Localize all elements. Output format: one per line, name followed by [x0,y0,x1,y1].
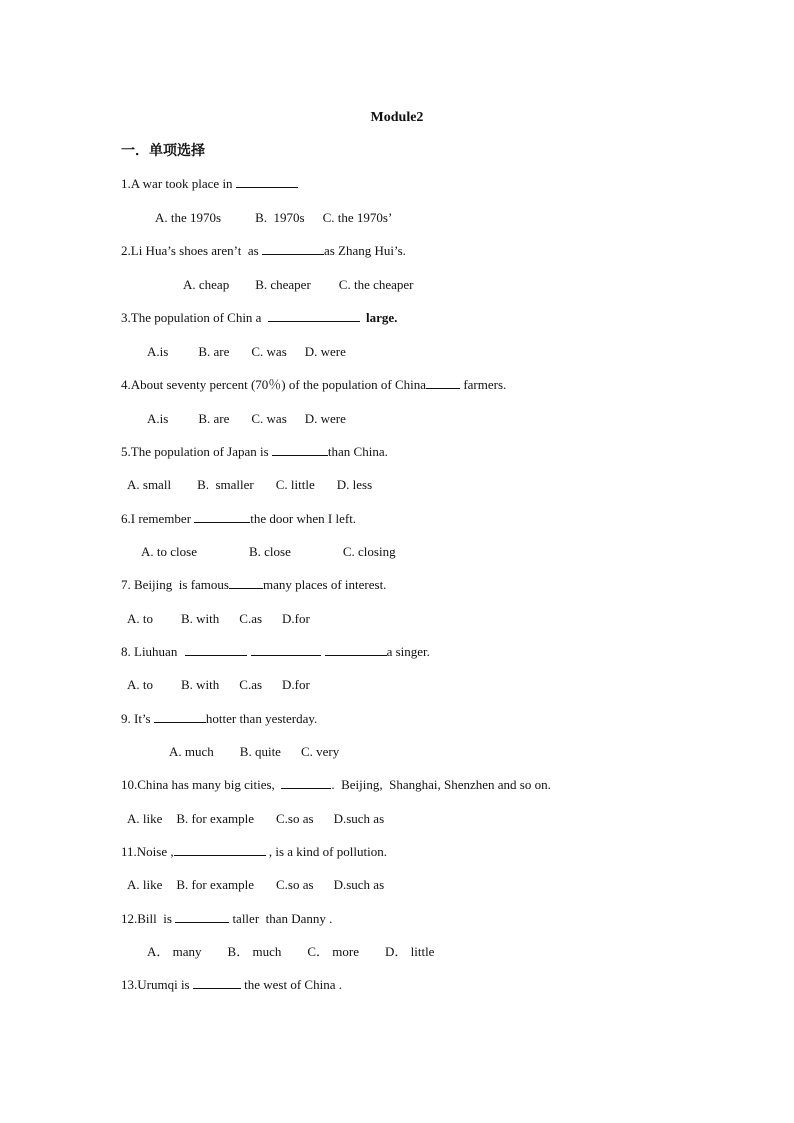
question-4-options [147,410,346,428]
option-d: D. were [304,411,346,426]
option-c: C. very [300,744,340,759]
question-11 [121,843,387,861]
option-b: B. with [181,611,220,626]
answer-blank [193,976,241,989]
question-10 [121,776,551,794]
question-6 [121,510,356,528]
page-title: Module2 [370,110,424,125]
option-b: B. quite [239,744,281,759]
question-4 [121,376,506,394]
option-d: D.such as [333,877,385,892]
question-1-options [155,209,392,227]
option-a: A. the 1970s [155,210,222,225]
answer-blank [194,510,250,523]
question-stem: 4.About seventy percent (70％) of the population of China [121,377,427,392]
question-stem: 8. Liuhuan [121,644,181,659]
question-2 [121,242,406,260]
question-2-options [183,276,414,294]
question-stem: 3.The population of Chin a [121,310,268,325]
question-stem-end: as Zhang Hui’s. [323,243,406,258]
question-stem-end: a singer. [386,644,430,659]
question-stem-end: farmers. [460,377,507,392]
option-a: A.is [147,411,169,426]
question-stem-end: hotter than yesterday. [205,711,318,726]
answer-blank [154,710,206,723]
option-b: B. for example [176,877,255,892]
question-5 [121,443,388,461]
option-a: A. to close [141,544,197,559]
answer-blank [426,376,460,389]
question-stem-end: the door when I left. [250,511,357,526]
question-stem-end: the west of China . [240,977,342,992]
answer-blank [251,643,321,656]
question-stem-end: , is a kind of pollution. [265,844,387,859]
option-b: B. are [198,344,230,359]
question-13 [121,976,342,994]
option-a: A. to [127,677,153,692]
question-9 [121,710,317,728]
question-8-options [127,676,310,694]
answer-blank [268,309,360,322]
question-stem: 2.Li Hua’s shoes aren’t as [121,243,262,258]
option-d: D. were [304,344,346,359]
option-a: A. like [127,877,163,892]
section-heading: 一．单项选择 [121,143,205,159]
option-c: C. closing [342,544,396,559]
option-b: B. cheaper [255,277,311,292]
option-c: C.so as [276,877,314,892]
question-3-options [147,343,346,361]
question-10-options [127,810,384,828]
question-12-options [147,943,434,961]
option-c: C. was [251,344,287,359]
answer-blank [325,643,387,656]
answer-blank [281,776,331,789]
option-c: C. was [251,411,287,426]
question-stem: 12.Bill is [121,911,176,926]
question-stem-end: taller than Danny . [229,911,333,926]
question-stem: 11.Noise , [121,844,174,859]
question-7 [121,576,386,594]
question-stem-end: than China. [327,444,388,459]
option-b: B. for example [176,811,255,826]
option-d: D.such as [333,811,385,826]
option-a: A.is [147,344,169,359]
option-a: A. small [127,477,172,492]
question-stem-end: many places of interest. [262,577,387,592]
question-stem-end: large. [365,310,398,325]
answer-blank [185,643,247,656]
option-b: B. smaller [197,477,254,492]
question-12 [121,910,332,928]
answer-blank [272,443,328,456]
option-c: C.as [239,611,263,626]
option-c: C. the cheaper [338,277,414,292]
question-6-options [141,543,396,561]
answer-blank [174,843,266,856]
option-d: D.for [282,677,310,692]
option-d: D. less [336,477,373,492]
question-9-options [169,743,339,761]
option-a: A. much [169,744,214,759]
option-d: D． little [384,944,435,959]
question-stem: 9. It’s [121,711,154,726]
option-c: C. little [275,477,315,492]
question-1 [121,175,298,193]
option-b: B． much [227,944,282,959]
option-b: B. with [181,677,220,692]
question-7-options [127,610,310,628]
option-d: D.for [282,611,310,626]
option-a: A. cheap [183,277,230,292]
question-stem: 13.Urumqi is [121,977,193,992]
option-c: C． more [307,944,359,959]
option-c: C.so as [276,811,314,826]
question-3 [121,309,397,327]
option-b: B. 1970s [255,210,305,225]
question-stem: 5.The population of Japan is [121,444,272,459]
question-stem-end: . Beijing, Shanghai, Shenzhen and so on. [331,777,551,792]
question-stem: 1.A war took place in [121,176,236,191]
option-c: C.as [239,677,263,692]
answer-blank [262,242,324,255]
question-stem: 6.I remember [121,511,195,526]
option-a: A． many [147,944,202,959]
option-c: C. the 1970s’ [322,210,393,225]
question-11-options [127,876,384,894]
option-a: A. like [127,811,163,826]
answer-blank [229,576,263,589]
option-b: B. are [198,411,230,426]
question-8 [121,643,430,661]
option-b: B. close [248,544,291,559]
question-stem: 7. Beijing is famous [121,577,229,592]
answer-blank [236,175,298,188]
answer-blank [175,910,229,923]
question-5-options [127,476,372,494]
question-stem: 10.China has many big cities, [121,777,282,792]
option-a: A. to [127,611,153,626]
